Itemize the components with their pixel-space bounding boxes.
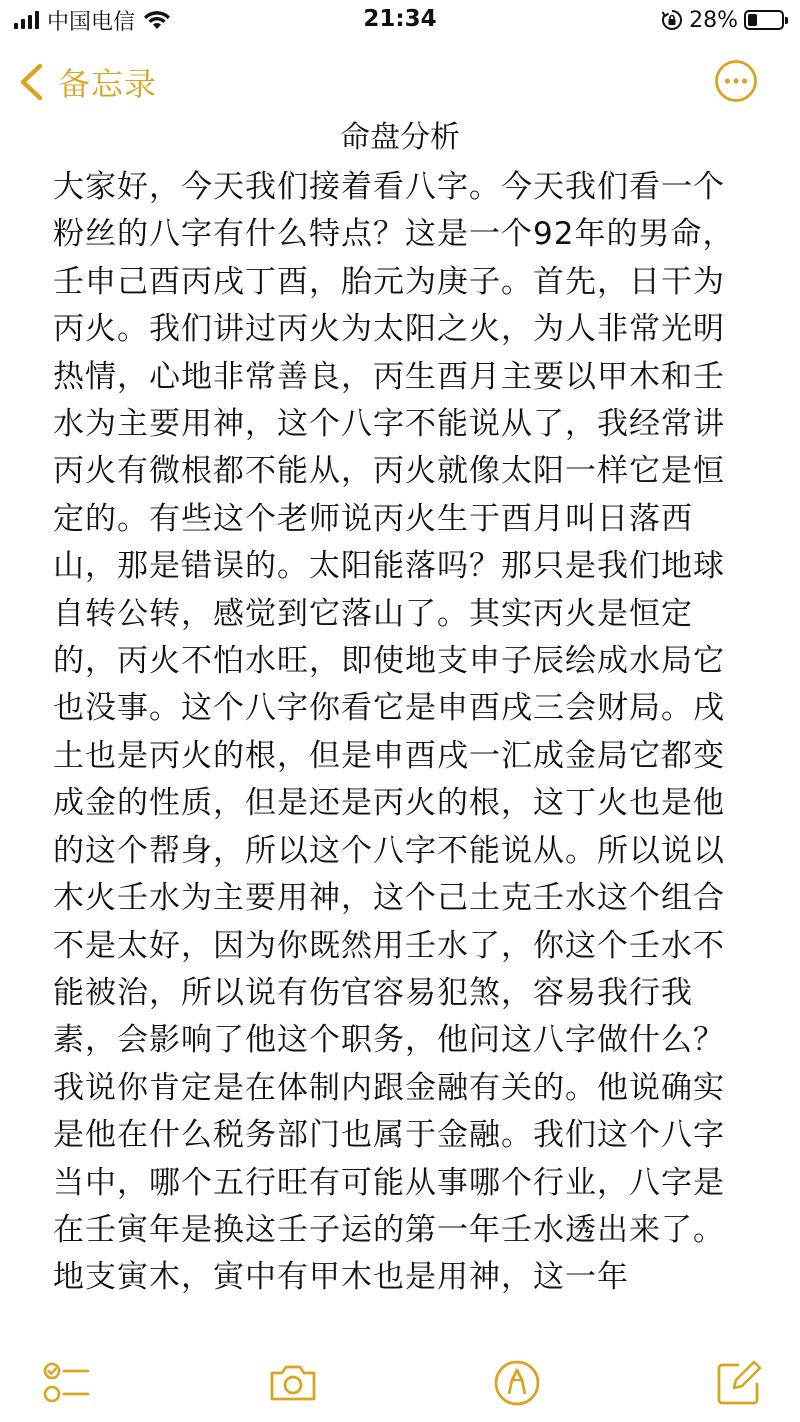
back-button[interactable] [18, 58, 157, 106]
battery-percent: 28% [689, 7, 738, 33]
nav-bar [0, 50, 800, 114]
checklist-icon[interactable] [42, 1358, 92, 1408]
more-options-button[interactable] [714, 59, 758, 103]
note-title[interactable]: 命盘分析 [340, 120, 460, 155]
chevron-left-icon [18, 63, 44, 101]
status-bar [0, 0, 800, 40]
compose-icon[interactable] [714, 1358, 764, 1408]
markup-icon[interactable] [492, 1358, 542, 1408]
battery-icon [744, 10, 784, 30]
rotation-lock-icon [661, 9, 683, 31]
note-body[interactable]: 大家好，今天我们接着看八字。今天我们看一个粉丝的八字有什么特点？这是一个92年的男命，壬申己酉丙戌丁酉，胎元为庚子。首先，日干为丙火。我们讲过丙火为太阳之火，为人非常光明热情，心地非常善良，丙生酉月主要以甲木和壬水为主要用神，这个八字不能说从了，我经常讲丙火有微根都不能从，丙火就像太阳一样它是恒定的。有些这个老师说丙火生于酉月叫日落西山，那是错误的。太阳能落吗？那只是我们地球自转公转，感觉到它落山了。其实丙火是恒定的，丙火不怕水旺，即使地支申子辰绘成水局它也没事。这个八字你看它是申酉戌三会财局。戌土也是丙火的根，但是申酉戌一汇成金局它都变成金的性质，但是还是丙火的根，这丁火也是他的这个帮身，所以这个八字不能说从。所以说以木火壬水为主要用神，这个己土克壬水这个组合不是太好，因为你既然用壬水了，你这个壬水不能被治，所以说有伤官容易犯煞，容易我行我素，会影响了他这个职务，他问这八字做什么？我说你肯定是在体制内跟金融有关的。他说确实是他在什么税务部门也属于金融。我们这个八字当中，哪个五行旺有可能从事哪个行业，八字是在壬寅年是换这壬子运的第一年壬水透出来了。地支寅木，寅中有甲木也是用神，这一年 [53, 169, 735, 1296]
camera-icon[interactable] [268, 1358, 318, 1408]
status-right [661, 6, 784, 34]
bottom-toolbar [0, 1350, 800, 1422]
back-label: 备忘录 [58, 65, 158, 103]
carrier-name: 中国电信 [47, 9, 136, 35]
battery-level [748, 14, 757, 26]
status-time: 21:34 [363, 6, 437, 32]
